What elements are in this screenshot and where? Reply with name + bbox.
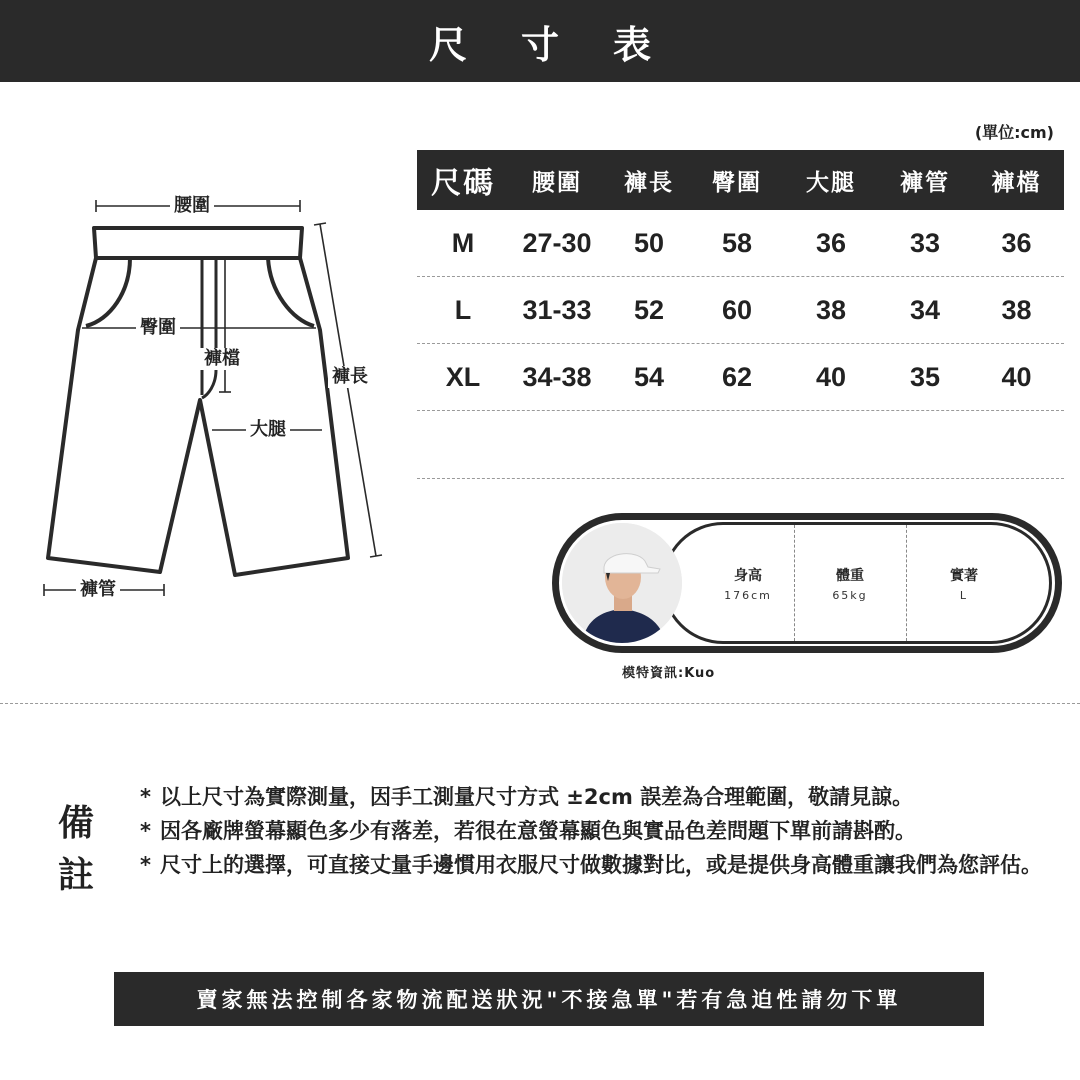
column-header-size: 尺碼 — [431, 166, 495, 201]
table-row — [417, 344, 1064, 411]
model-photo — [562, 523, 682, 643]
table-header — [417, 150, 1064, 210]
table-cell: 34 — [909, 294, 941, 325]
model-caption: 模特資訊:Kuo — [622, 666, 716, 681]
label-waist: 腰圍 — [170, 195, 214, 217]
note-text: 尺寸上的選擇，可直接丈量手邊慣用衣服尺寸做數據對比，或是提供身高體重讓我們為您評估。 — [160, 853, 1042, 877]
asterisk-icon: * — [140, 819, 151, 843]
table-cell: 58 — [721, 227, 753, 258]
shipping-notice-text: 賣家無法控制各家物流配送狀況"不接急單"若有急迫性請勿下單 — [196, 988, 902, 1012]
table-cell: 62 — [721, 361, 753, 392]
stat-label: 體重 — [836, 568, 864, 584]
table-cell: 54 — [633, 361, 665, 392]
note-text: 因各廠牌螢幕顯色多少有落差，若很在意螢幕顯色與實品色差問題下單前請斟酌。 — [160, 819, 916, 843]
column-header-thigh: 大腿 — [806, 169, 856, 196]
column-header-hip: 臀圍 — [712, 169, 762, 196]
stat-label: 實著 — [950, 568, 978, 584]
label-thigh: 大腿 — [246, 419, 290, 441]
table-cell: 38 — [815, 294, 847, 325]
stat-wearing — [914, 565, 1014, 602]
table-cell: 50 — [633, 227, 665, 258]
shorts-outline-icon — [30, 180, 390, 620]
page-title: 尺寸表 — [428, 22, 705, 67]
asterisk-icon: * — [140, 853, 151, 877]
column-header-hem: 褲管 — [900, 169, 950, 196]
table-cell: 40 — [1001, 361, 1032, 392]
size-table — [417, 150, 1064, 479]
table-cell: 40 — [815, 361, 847, 392]
stat-weight — [800, 565, 900, 602]
table-cell: 38 — [1001, 294, 1032, 325]
table-cell: 52 — [633, 294, 665, 325]
table-cell: 33 — [909, 227, 941, 258]
notes-title: 備註 — [58, 803, 95, 896]
table-cell: 60 — [721, 294, 753, 325]
column-header-length: 褲長 — [624, 169, 674, 196]
note-text: 以上尺寸為實際測量，因手工測量尺寸方式 ±2cm 誤差為合理範圍，敬請見諒。 — [160, 785, 914, 809]
table-cell: 27-30 — [522, 227, 592, 258]
stat-value: 176cm — [724, 589, 772, 602]
table-cell: 36 — [815, 227, 847, 258]
table-cell: M — [451, 227, 475, 258]
table-row — [417, 210, 1064, 277]
table-cell: 34-38 — [522, 361, 592, 392]
column-header-rise: 褲檔 — [991, 169, 1042, 196]
notes-list — [140, 780, 1060, 882]
note-item — [140, 780, 1060, 814]
table-cell: 31-33 — [522, 294, 592, 325]
table-cell: XL — [445, 361, 481, 392]
shipping-notice-banner — [114, 972, 984, 1026]
table-cell: L — [454, 294, 472, 325]
label-rise: 褲檔 — [200, 348, 244, 370]
stat-value: L — [959, 589, 969, 602]
model-portrait-icon — [562, 523, 682, 643]
header-bar — [0, 0, 1080, 82]
note-item — [140, 814, 1060, 848]
label-length: 褲長 — [328, 366, 372, 388]
column-header-waist: 腰圍 — [532, 169, 582, 196]
stat-height — [698, 565, 798, 602]
label-hem: 褲管 — [76, 579, 120, 601]
model-info-card — [552, 513, 1062, 653]
stat-divider — [906, 525, 907, 641]
table-row — [417, 277, 1064, 344]
table-row-empty — [417, 411, 1064, 479]
asterisk-icon: * — [140, 785, 151, 809]
label-hip: 臀圍 — [136, 317, 180, 339]
stat-label: 身高 — [734, 568, 762, 584]
shorts-diagram — [30, 180, 390, 620]
section-divider — [0, 703, 1080, 704]
unit-label: (單位:cm) — [974, 123, 1054, 142]
table-cell: 36 — [1001, 227, 1032, 258]
table-cell: 35 — [909, 361, 941, 392]
note-item — [140, 848, 1060, 882]
stat-value: 65kg — [832, 589, 868, 602]
